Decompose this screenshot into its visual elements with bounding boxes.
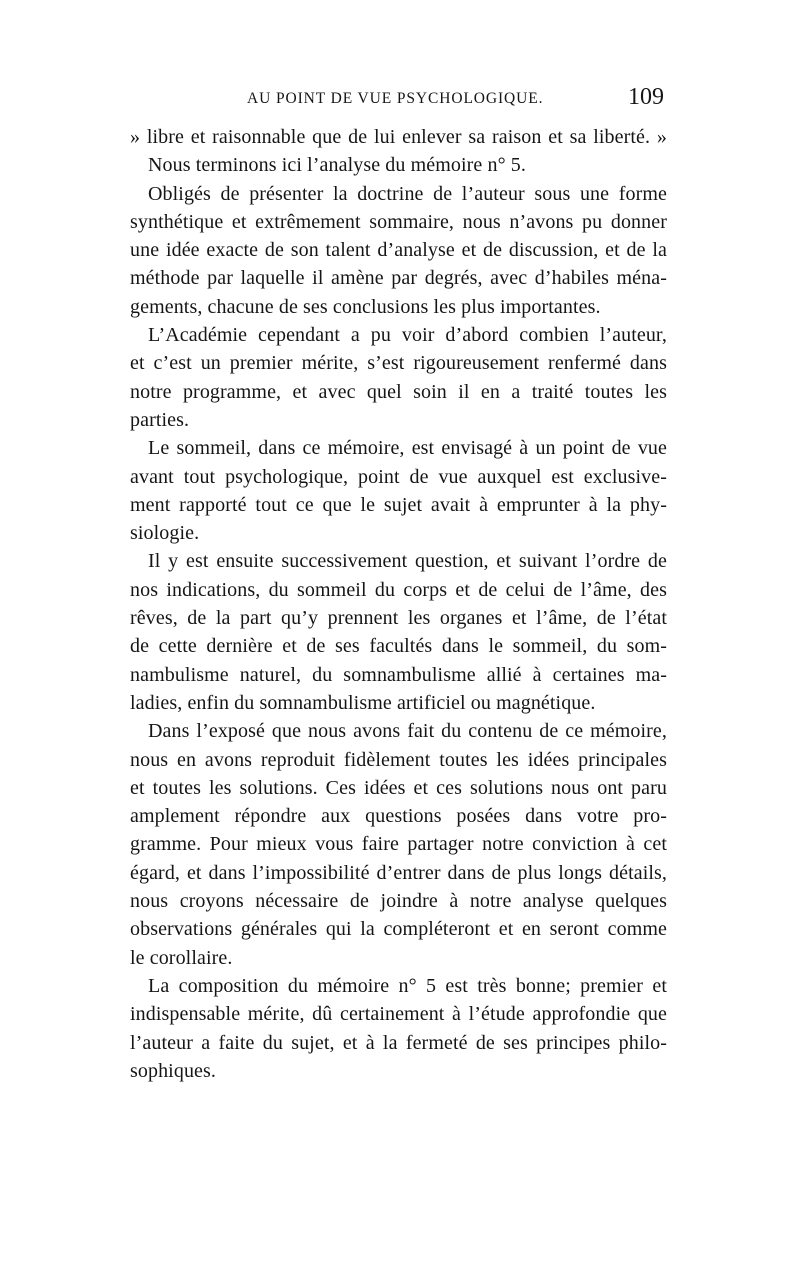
text-line: amplement répondre aux questions posées dans votre pro- [130, 805, 667, 828]
text-line: méthode par laquelle il amène par degrés, avec d’habiles ména- [130, 267, 667, 290]
text-line: nous en avons reproduit fidèlement toutes les idées principales [130, 748, 667, 771]
text-line: parties. [130, 408, 190, 431]
text-line: égard, et dans l’impossibilité d’entrer dans de plus longs détails, [130, 861, 667, 884]
text-line: Nous terminons ici l’analyse du mémoire n° 5. [148, 154, 526, 177]
text-line: siologie. [130, 522, 200, 545]
text-line: notre programme, et avec quel soin il en a traité toutes les [130, 380, 667, 403]
text-line: Obligés de présenter la doctrine de l’auteur sous une forme [148, 182, 667, 205]
text-line: observations générales qui la compléteront et en seront comme [130, 918, 667, 941]
text-line: et c’est un premier mérite, s’est rigoureusement renfermé dans [130, 352, 667, 375]
body-text [130, 123, 667, 1085]
text-line: Le sommeil, dans ce mémoire, est envisagé à un point de vue [148, 437, 667, 460]
text-line: l’auteur a faite du sujet, et à la fermeté de ses principes philo- [130, 1031, 667, 1054]
text-line: de cette dernière et de ses facultés dans le sommeil, du som- [130, 635, 667, 658]
running-head: AU POINT DE VUE PSYCHOLOGIQUE. [247, 90, 544, 107]
text-line: nous croyons nécessaire de joindre à notre analyse quelques [130, 890, 667, 913]
text-line: ladies, enfin du somnambulisme artificiel ou magnétique. [130, 691, 596, 714]
text-line: une idée exacte de son talent d’analyse et de discussion, et de la [130, 239, 667, 262]
text-line: gramme. Pour mieux vous faire partager notre conviction à cet [130, 833, 667, 856]
text-line: ment rapporté tout ce que le sujet avait à emprunter à la phy- [130, 493, 667, 516]
text-line: indispensable mérite, dû certainement à l’étude approfondie que [130, 1003, 667, 1026]
text-line: nambulisme naturel, du somnambulisme allié à certaines ma- [130, 663, 667, 686]
text-line: » libre et raisonnable que de lui enlever sa raison et sa liberté. » [130, 126, 667, 148]
text-line: L’Académie cependant a pu voir d’abord combien l’auteur, [148, 324, 667, 347]
text-line: synthétique et extrêmement sommaire, nous n’avons pu donner [130, 210, 667, 233]
text-line: et toutes les solutions. Ces idées et ces solutions nous ont paru [130, 776, 667, 799]
text-line: Dans l’exposé que nous avons fait du contenu de ce mémoire, [148, 720, 667, 743]
text-line: le corollaire. [130, 946, 233, 969]
text-line: avant tout psychologique, point de vue auxquel est exclusive- [130, 465, 667, 488]
text-line: sophiques. [130, 1059, 216, 1082]
text-line: nos indications, du sommeil du corps et de celui de l’âme, des [130, 578, 667, 601]
text-line: La composition du mémoire n° 5 est très bonne; premier et [148, 974, 667, 997]
text-line: rêves, de la part qu’y prennent les organes et l’âme, de l’état [130, 607, 667, 630]
text-line: Il y est ensuite successivement question, et suivant l’ordre de [148, 550, 667, 573]
text-line: gements, chacune de ses conclusions les plus importantes. [130, 295, 601, 318]
page-number: 109 [628, 84, 664, 110]
